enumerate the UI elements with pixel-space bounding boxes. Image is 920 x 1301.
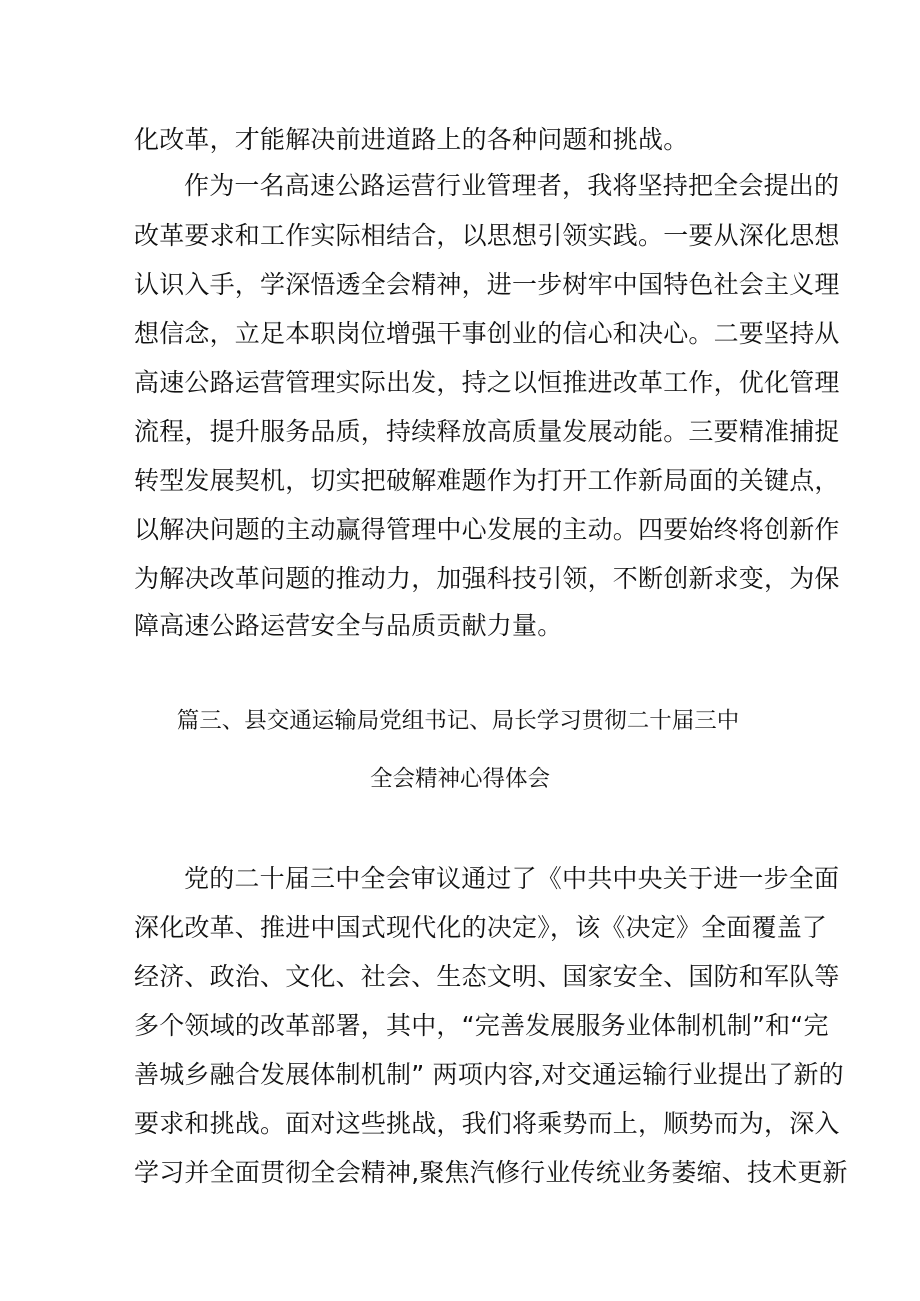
text-line: 学习并全面贯彻全会精神,聚焦汽修行业传统业务萎缩、技术更新: [134, 1158, 848, 1187]
text-line: 党的二十届三中全会审议通过了《中共中央关于进一步全面: [184, 864, 840, 893]
text-line: 流程，提升服务品质，持续释放高质量发展动能。三要精准捕捉: [134, 417, 840, 446]
text-line: 善城乡融合发展体制机制” 两项内容,对交通运输行业提出了新的: [134, 1060, 844, 1089]
text-line: 要求和挑战。面对这些挑战，我们将乘势而上，顺势而为，深入: [134, 1109, 840, 1138]
text-line: 想信念，立足本职岗位增强干事创业的信心和决心。二要坚持从: [134, 319, 840, 348]
text-line: 认识入手，学深悟透全会精神，进一步树牢中国特色社会主义理: [134, 270, 840, 299]
section-title-line-2: 全会精神心得体会: [369, 766, 550, 792]
text-line: 高速公路运营管理实际出发，持之以恒推进改革工作，优化管理: [134, 368, 840, 397]
text-line: 作为一名高速公路运营行业管理者，我将坚持把全会提出的: [184, 171, 840, 200]
section-title-line-1: 篇三、县交通运输局党组书记、局长学习贯彻二十届三中: [176, 708, 740, 734]
text-line: 经济、政治、文化、社会、生态文明、国家安全、国防和军队等: [134, 962, 840, 991]
text-line: 障高速公路运营安全与品质贡献力量。: [134, 611, 563, 640]
text-line: 多个领域的改革部署，其中，“完善发展服务业体制机制”和“完: [134, 1011, 829, 1040]
text-line: 改革要求和工作实际相结合，以思想引领实践。一要从深化思想: [134, 221, 840, 250]
text-line: 以解决问题的主动赢得管理中心发展的主动。四要始终将创新作: [134, 515, 840, 544]
text-line: 深化改革、推进中国式现代化的决定》，该《决定》全面覆盖了: [134, 913, 828, 942]
text-line: 化改革，才能解决前进道路上的各种问题和挑战。: [134, 125, 689, 154]
text-line: 转型发展契机，切实把破解难题作为打开工作新局面的关键点，: [134, 466, 840, 495]
text-line: 为解决改革问题的推动力，加强科技引领，不断创新求变，为保: [134, 564, 840, 593]
